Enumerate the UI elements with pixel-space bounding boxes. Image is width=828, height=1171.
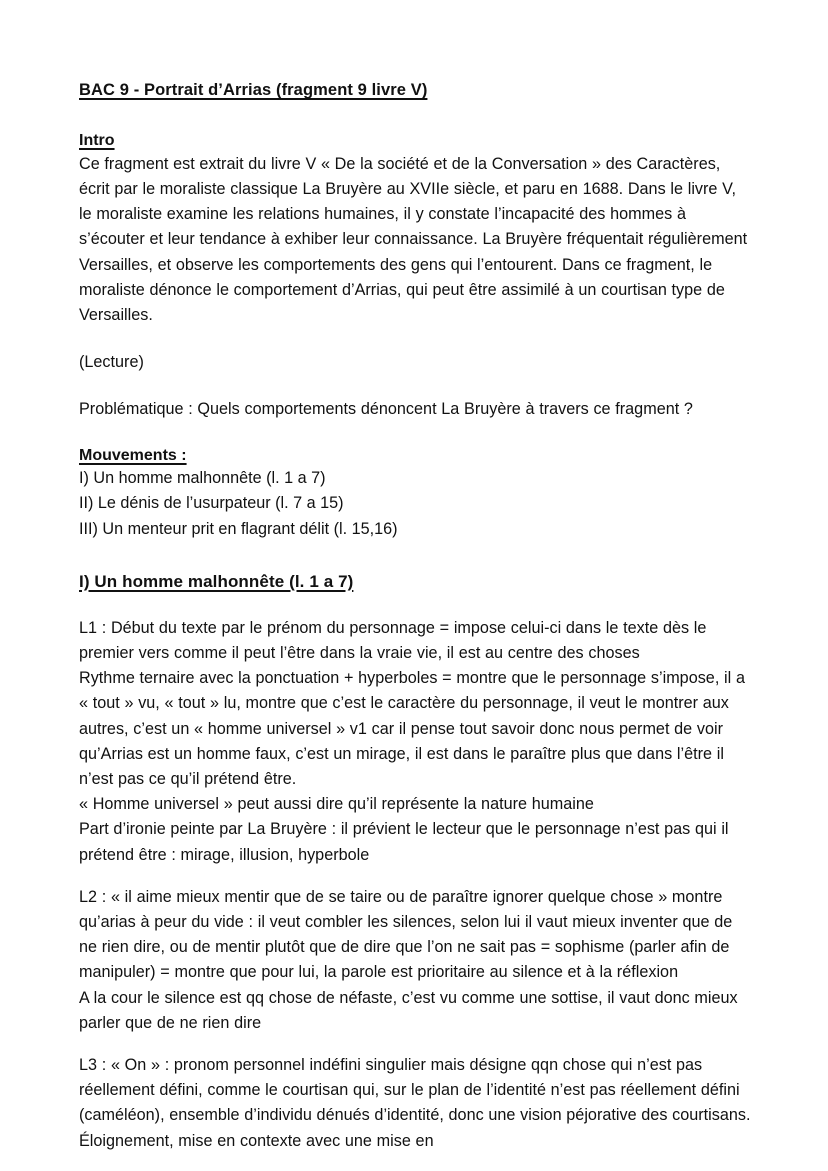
analysis-l1-irony: Part d’ironie peinte par La Bruyère : il prévient le lecteur que le personnage n’est pas qui il prétend être : mirage, illusion, hyperbole [79,820,729,864]
analysis-l1-rhythm: Rythme ternaire avec la ponctuation + hyperboles = montre que le personnage s’impose, il a « tout » vu, « tout » lu, montre que c’est le caractère du personnage, il veut le montrer aux autres, c’est un « homme universel » v1 car il pense tout savoir donc nous permet de voir qu’Arrias est un homme faux, c’est un mirage, il est dans le paraître plus que dans l’être il n’est pas ce qu’il prétend être. [79,669,745,789]
mouvements-heading: Mouvements : [79,446,187,464]
list-item: III) Un menteur prit en flagrant délit (l. 15,16) [79,519,398,538]
list-item: I) Un homme malhonnête (l. 1 a 7) [79,469,326,488]
analysis-l1-universal-man: « Homme universel » peut aussi dire qu’il représente la nature humaine [79,795,594,814]
intro-heading: Intro [79,132,115,150]
analysis-l2-court-silence: A la cour le silence est qq chose de néfaste, c’est vu comme une sottise, il vaut donc mieux parler que de ne rien dire [79,988,738,1032]
analysis-l3-pronoun: L3 : « On » : pronom personnel indéfini singulier mais désigne qqn chose qui n’est pas réellement défini, comme le courtisan qui, sur le plan de l’identité n’est pas réellement défini (caméléon), ensemble d’individu dénués d’identité, donc une vision péjorative des courtisans. Éloignement, mise en contexte avec une mise en [79,1056,751,1150]
analysis-l2-quote: L2 : « il aime mieux mentir que de se taire ou de paraître ignorer quelque chose » montre qu’arias à peur du vide : il veut combler les silences, selon lui il vaut mieux inventer que de ne rien dire, ou de mentir plutôt que de dire que l’on ne sait pas = sophisme (parler afin de manipuler) = montre que pour lui, la parole est prioritaire au silence et à la réflexion [79,887,733,982]
spacer [79,423,751,445]
spacer [79,328,751,350]
analysis-l1-opening: L1 : Début du texte par le prénom du personnage = impose celui-ci dans le texte dès le premier vers comme il peut l’être dans la vraie vie, il est au centre des choses [79,618,707,663]
document-body [79,79,751,1154]
lecture-note: (Lecture) [79,353,144,372]
spacer [79,542,751,571]
section-one-heading: I) Un homme malhonnête (l. 1 a 7) [79,571,354,591]
problematique-paragraph: Problématique : Quels comportements dénoncent La Bruyère à travers ce fragment ? [79,400,693,419]
spacer [79,101,751,130]
intro-paragraph: Ce fragment est extrait du livre V « De la société et de la Conversation » des Caractères, écrit par le moraliste classique La Bruyère au XVIIe siècle, et paru en 1688. Dans le livre V, le moraliste examine les relations humaines, il y constate l’incapacité des hommes à s’écouter et leur tendance à exhiber leur connaissance. La Bruyère fréquentait régulièrement Versailles, et observe les comportements des gens qui l’entourent. Dans ce fragment, le moraliste dénonce le comportement d’Arrias, qui peut être assimilé à un courtisan type de Versailles. [79,154,748,325]
spacer [79,868,751,885]
page-title: BAC 9 - Portrait d’Arrias (fragment 9 livre V) [79,81,428,99]
list-item: II) Le dénis de l’usurpateur (l. 7 a 15) [79,494,344,513]
spacer [79,1036,751,1053]
spacer [79,375,751,397]
mouvements-list [79,466,751,542]
spacer [79,594,751,616]
